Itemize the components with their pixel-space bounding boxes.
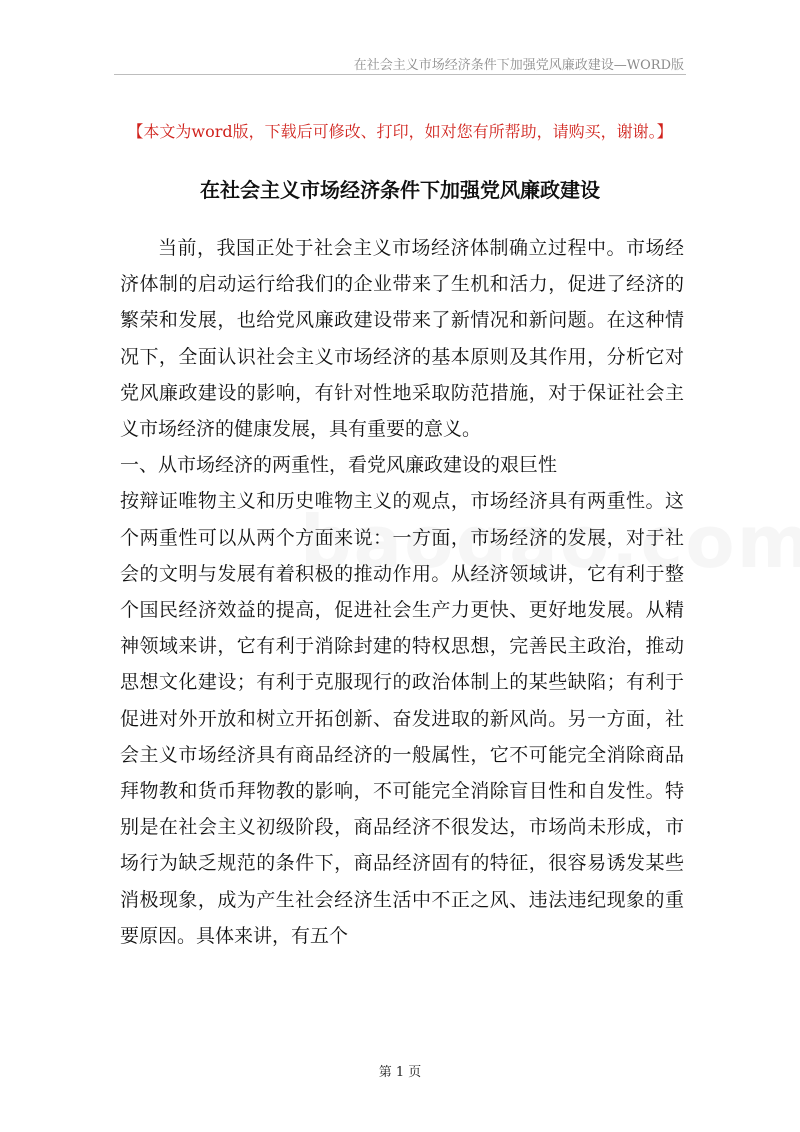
page-number: 第 1 页 bbox=[378, 1065, 422, 1080]
document-body bbox=[120, 230, 684, 954]
paragraph-intro: 当前，我国正处于社会主义市场经济体制确立过程中。市场经济体制的启动运行给我们的企业带来了生机和活力，促进了经济的繁荣和发展，也给党风廉政建设带来了新情况和新问题。在这种情况下，全面认识社会主义市场经济的基本原则及其作用，分析它对党风廉政建设的影响，有针对性地采取防范措施，对于保证社会主义市场经济的健康发展，具有重要的意义。 bbox=[120, 237, 684, 441]
paragraph-body: 按辩证唯物主义和历史唯物主义的观点，市场经济具有两重性。这个两重性可以从两个方面来说：一方面，市场经济的发展，对于社会的文明与发展有着积极的推动作用。从经济领域讲，它有利于整个国民经济效益的提高，促进社会生产力更快、更好地发展。从精神领域来讲，它有利于消除封建的特权思想，完善民主政治，推动思想文化建设；有利于克服现行的政治体制上的某些缺陷；有利于促进对外开放和树立开拓创新、奋发进取的新风尚。另一方面，社会主义市场经济具有商品经济的一般属性，它不可能完全消除商品拜物教和货币拜物教的影响，不可能完全消除盲目性和自发性。特别是在社会主义初级阶段，商品经济不很发达，市场尚未形成，市场行为缺乏规范的条件下，商品经济固有的特征，很容易诱发某些消极现象，成为产生社会经济生活中不正之风、违法违纪现象的重要原因。具体来讲，有五个 bbox=[120, 490, 684, 947]
running-header: 在社会主义市场经济条件下加强党风廉政建设—WORD版 bbox=[353, 58, 684, 73]
header-divider bbox=[114, 74, 686, 75]
download-notice: 【本文为word版，下载后可修改、打印，如对您有所帮助，请购买，谢谢。】 bbox=[127, 122, 673, 141]
section-heading: 一、从市场经济的两重性，看党风廉政建设的艰巨性 bbox=[120, 454, 558, 477]
document-title: 在社会主义市场经济条件下加强党风廉政建设 bbox=[200, 178, 600, 202]
